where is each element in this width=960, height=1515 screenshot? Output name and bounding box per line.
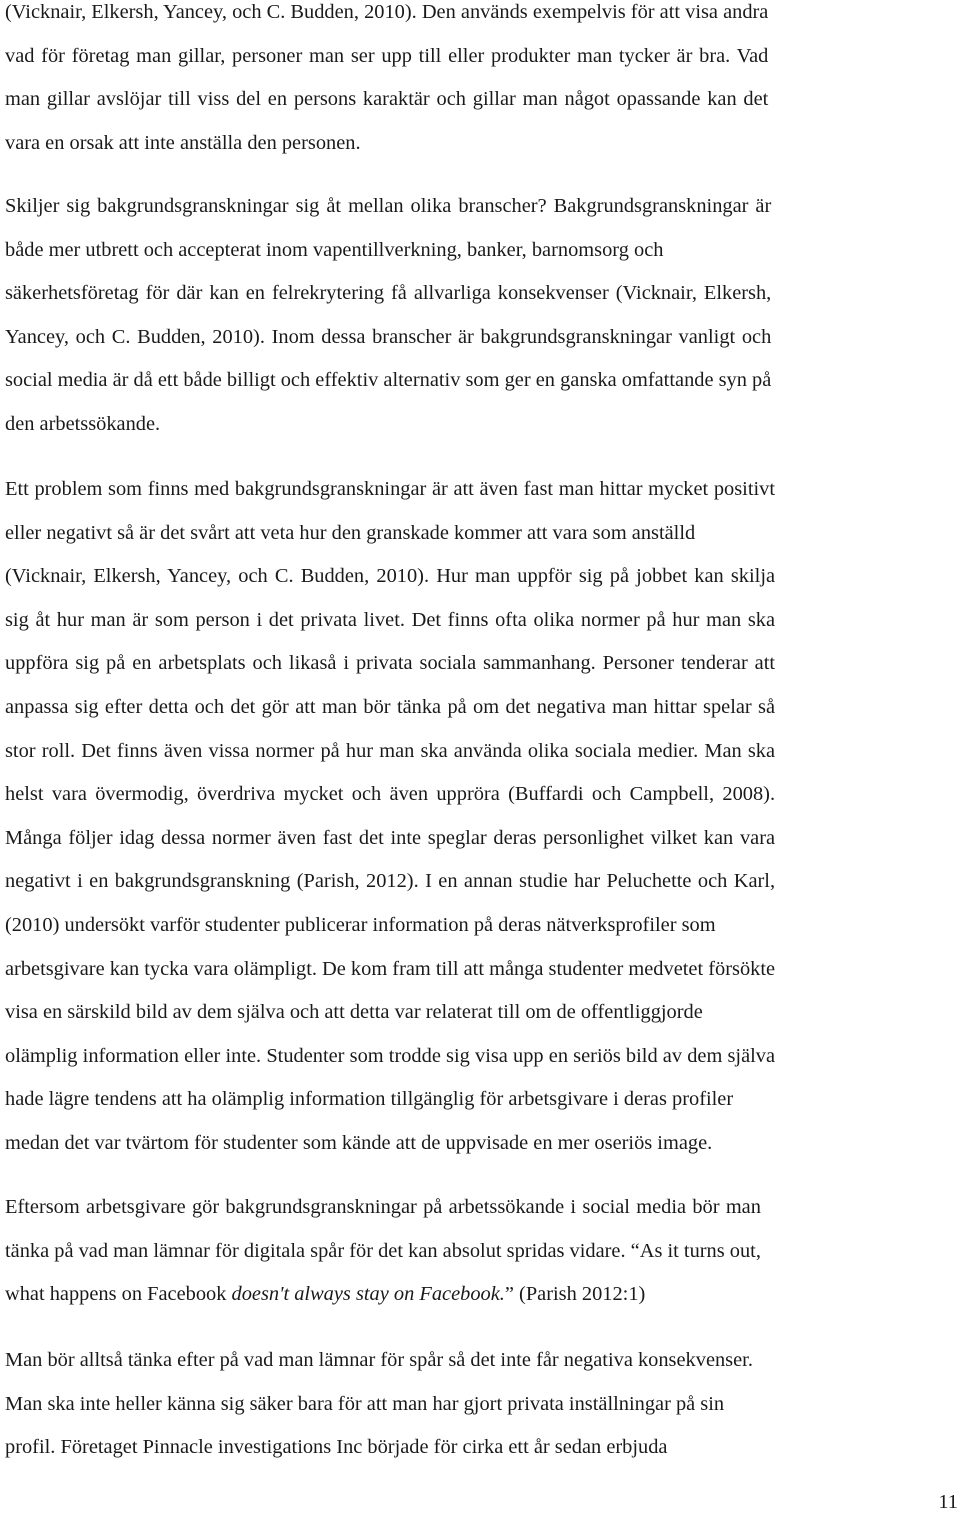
text-line: sig åt hur man är som person i det privata livet. Det finns ofta olika normer på hur man ska (5, 608, 776, 631)
text-line: tänka på vad man lämnar för digitala spår för det kan absolut spridas vidare. “As it turns out, (5, 1239, 761, 1262)
text-line: olämplig information eller inte. Studenter som trodde sig visa upp en seriös bild av dem själva (5, 1044, 776, 1067)
text-line: (2010) undersökt varför studenter publicerar information på deras nätverksprofiler som (5, 913, 716, 936)
text-line: Man bör alltså tänka efter på vad man lämnar för spår så det inte får negativa konsekvenser. (5, 1349, 753, 1371)
text-line: säkerhetsföretag för där kan en felrekrytering få allvarliga konsekvenser (Vicknair, Elkersh, (5, 282, 772, 305)
text-line: (Vicknair, Elkersh, Yancey, och C. Budden, 2010). Hur man uppför sig på jobbet kan skilja (5, 565, 776, 588)
quote-italic-text: doesn't always stay on Facebook. (231, 1283, 505, 1306)
text-line: profil. Företaget Pinnacle investigations Inc började för cirka ett år sedan erbjuda (5, 1436, 668, 1459)
text-line: medan det var tvärtom för studenter som kände att de uppvisade en mer oseriös image. (5, 1131, 713, 1154)
page-number: 11 (938, 1491, 958, 1513)
text-line: arbetsgivare kan tycka vara olämpligt. De kom fram till att många studenter medvetet försökte (5, 957, 776, 980)
text-line: social media är då ett både billigt och effektiv alternativ som ger en ganska omfattande syn på (5, 369, 772, 392)
text-line: man gillar avslöjar till viss del en persons karaktär och gillar man något opassande kan det (5, 88, 769, 111)
text-line: Många följer idag dessa normer även fast det inte speglar deras personlighet vilket kan vara (5, 826, 776, 849)
citation-text: ” (Parish 2012:1) (504, 1283, 646, 1306)
text-line: Eftersom arbetsgivare gör bakgrundsgranskningar på arbetssökande i social media bör man (5, 1196, 761, 1218)
paragraph-2 (5, 185, 771, 447)
paragraph-5 (5, 1339, 753, 1470)
text-line: Man ska inte heller känna sig säker bara för att man har gjort privata inställningar på sin (5, 1392, 725, 1415)
text-line: uppföra sig på en arbetsplats och likaså i privata sociala sammanhang. Personer tenderar att (5, 652, 776, 675)
text-line: vad för företag man gillar, personer man ser upp till eller produkter man tycker är bra. Vad (5, 44, 769, 67)
text-line: både mer utbrett och accepterat inom vapentillverkning, banker, barnomsorg och (5, 238, 664, 261)
text-line: Ett problem som finns med bakgrundsgranskningar är att även fast man hittar mycket positivt (5, 478, 776, 500)
text-line: Skiljer sig bakgrundsgranskningar sig åt mellan olika branscher? Bakgrundsgranskningar är (5, 195, 772, 217)
text-line: visa en särskild bild av dem själva och att detta var relaterat till om de offentliggjorde (5, 1001, 703, 1024)
text-line: negativt i en bakgrundsgranskning (Parish, 2012). I en annan studie har Peluchette och Karl, (5, 870, 776, 893)
text-line: stor roll. Det finns även vissa normer på hur man ska använda olika sociala medier. Man ska (5, 739, 776, 762)
paragraph-1 (5, 0, 768, 165)
text-line: (Vicknair, Elkersh, Yancey, och C. Budden, 2010). Den används exempelvis för att visa andra (5, 1, 769, 23)
text-line: anpassa sig efter detta och det gör att man bör tänka på om det negativa man hittar spelar så (5, 695, 776, 718)
paragraph-4 (5, 1186, 761, 1317)
text-line: helst vara övermodig, överdriva mycket och även uppröra (Buffardi och Campbell, 2008). (5, 783, 776, 806)
text-line: hade lägre tendens att ha olämplig information tillgänglig för arbetsgivare i deras profiler (5, 1088, 734, 1111)
text-line: vara en orsak att inte anställa den personen. (5, 131, 361, 154)
quote-line (5, 1273, 761, 1317)
paragraph-3 (5, 468, 775, 1166)
text-line: den arbetssökande. (5, 412, 161, 435)
text-line: Yancey, och C. Budden, 2010). Inom dessa branscher är bakgrundsgranskningar vanligt och (5, 325, 772, 348)
quote-text: what happens on Facebook (5, 1283, 232, 1306)
text-line: eller negativt så är det svårt att veta hur den granskade kommer att vara som anställd (5, 521, 696, 544)
